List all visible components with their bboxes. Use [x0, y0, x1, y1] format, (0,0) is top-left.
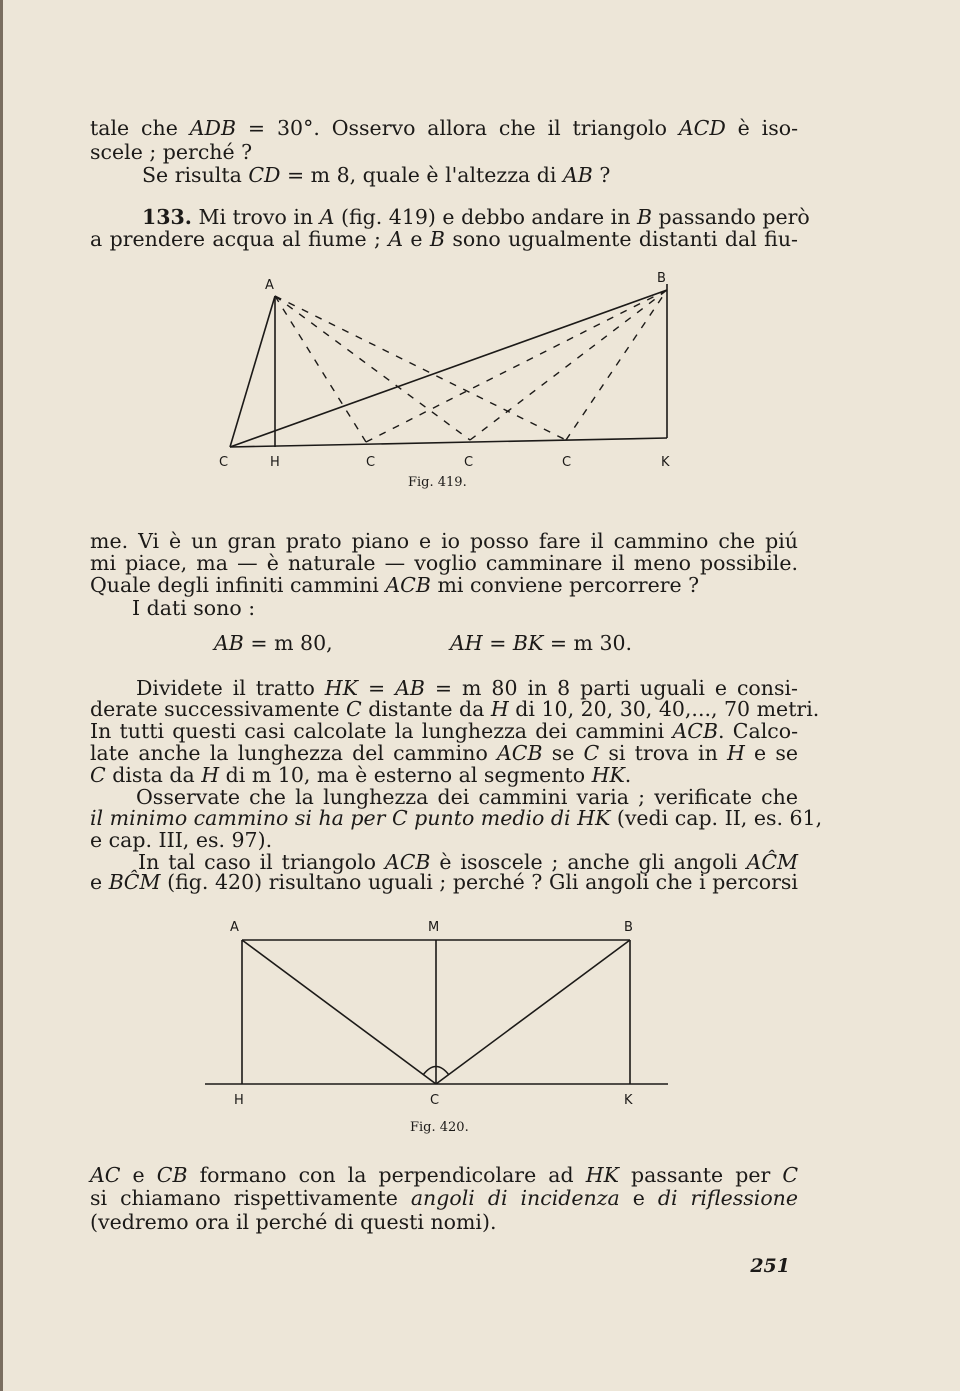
text-line: C dista da H di m 10, ma è esterno al segmento HK.: [90, 763, 632, 787]
label-A: A: [230, 920, 239, 935]
label-H: H: [234, 1093, 244, 1108]
text-line: tale che ADB = 30°. Osservo allora che il triangolo ACD è iso-: [90, 116, 799, 140]
label-C: C: [562, 455, 572, 470]
text-line: Dividete il tratto HK = AB = m 80 in 8 parti uguali e consi-: [136, 676, 798, 700]
figure-420: [205, 940, 668, 1084]
label-B: B: [657, 271, 666, 286]
text-line: In tal caso il triangolo ACB è isoscele ; anche gli angoli AĈM: [138, 850, 798, 874]
text-line: Se risulta CD = m 8, quale è l'altezza di AB ?: [142, 163, 611, 187]
page-number: 251: [750, 1255, 790, 1277]
text-line: Quale degli infiniti cammini ACB mi conviene percorrere ?: [90, 573, 700, 597]
text-line: me. Vi è un gran prato piano e io posso fare il cammino che piú: [90, 529, 798, 553]
river-line: [230, 438, 667, 447]
text-line: scele ; perché ?: [90, 140, 253, 164]
dashed-path: [275, 296, 566, 440]
dashed-path: [275, 296, 470, 440]
text-line: AC e CB formano con la perpendicolare ad HK passante per C: [90, 1163, 798, 1187]
text-line: Osservate che la lunghezza dei cammini varia ; verificate che: [136, 785, 798, 809]
figure-caption: Fig. 420.: [410, 1120, 469, 1135]
text-line: derate successivamente C distante da H di 10, 20, 30, 40,..., 70 metri.: [90, 697, 820, 721]
text-line: (vedremo ora il perché di questi nomi).: [90, 1210, 497, 1234]
label-K: K: [661, 455, 670, 470]
exercise-133: 133. Mi trovo in A (fig. 419) e debbo andare in B passando però: [142, 205, 810, 229]
text-line: late anche la lunghezza del cammino ACB se C si trova in H e se: [90, 741, 798, 765]
label-A: A: [265, 278, 274, 293]
segment-AC: [242, 940, 436, 1084]
figure-caption: Fig. 419.: [408, 475, 467, 490]
dashed-path: [566, 290, 667, 440]
dashed-path: [366, 290, 667, 442]
label-C: C: [430, 1093, 440, 1108]
label-C: C: [366, 455, 376, 470]
label-B: B: [624, 920, 633, 935]
text-line: si chiamano rispettivamente angoli di incidenza e di riflessione: [90, 1186, 798, 1210]
text-line: e cap. III, es. 97).: [90, 828, 273, 852]
segment-CB: [436, 940, 630, 1084]
dashed-path: [470, 290, 667, 440]
text-line: In tutti questi casi calcolate la lunghezza dei cammini ACB. Calco-: [90, 719, 799, 743]
label-H: H: [270, 455, 280, 470]
segment-AC: [230, 296, 275, 447]
text-line: a prendere acqua al fiume ; A e B sono ugualmente distanti dal fiu-: [90, 227, 798, 251]
label-C: C: [219, 455, 229, 470]
label-C: C: [464, 455, 474, 470]
text-line: e BĈM (fig. 420) risultano uguali ; perché ? Gli angoli che i percorsi: [90, 870, 798, 894]
text-line: I dati sono :: [132, 596, 256, 620]
text-line: mi piace, ma — è naturale — voglio camminare il meno possibile.: [90, 551, 798, 575]
label-K: K: [624, 1093, 633, 1108]
equation-right: AH = BK = m 30.: [450, 631, 633, 655]
text-line: il minimo cammino si ha per C punto medio di HK (vedi cap. II, es. 61,: [90, 806, 823, 830]
equation-left: AB = m 80,: [214, 631, 333, 655]
label-M: M: [428, 920, 440, 935]
